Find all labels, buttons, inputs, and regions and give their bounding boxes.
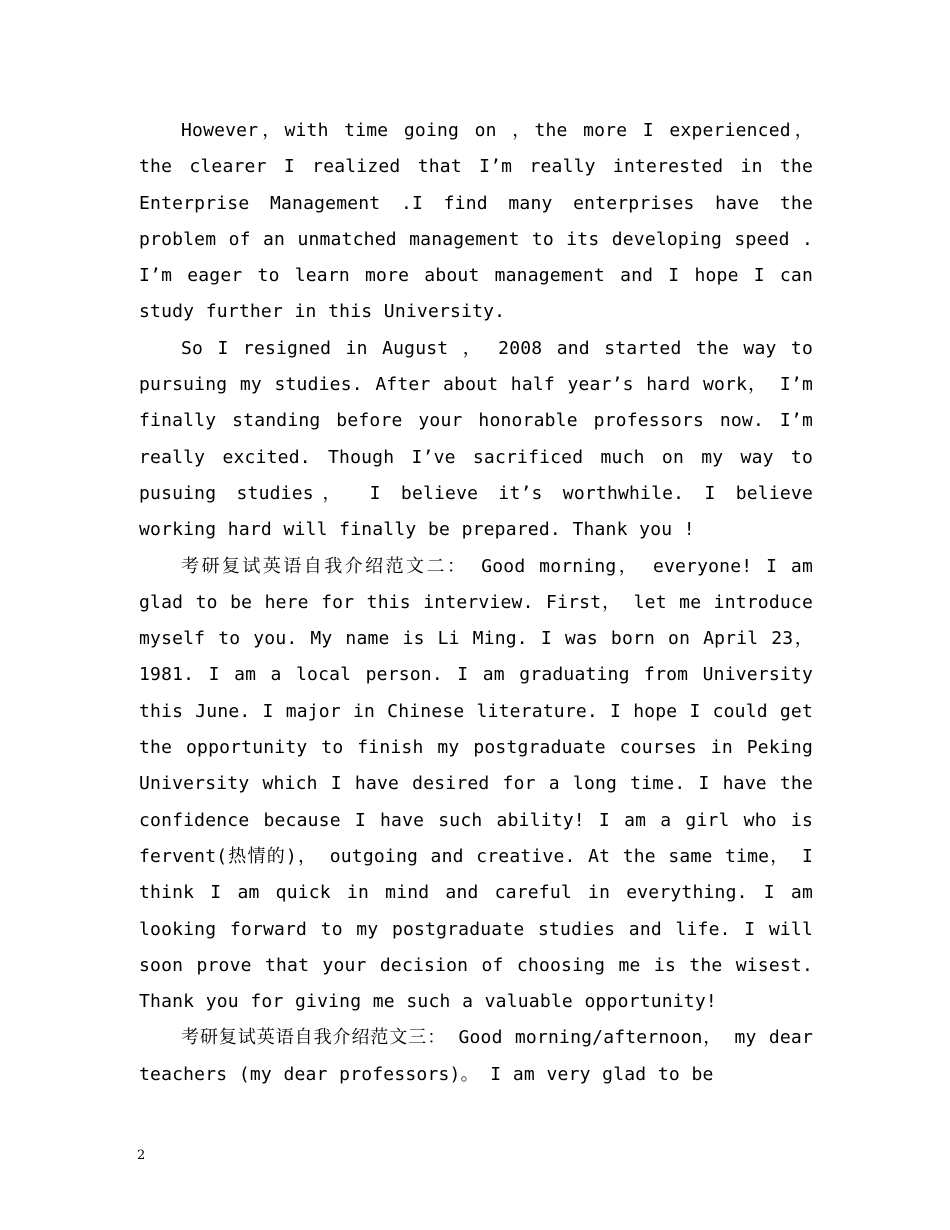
paragraph-3: 考研复试英语自我介绍范文二： Good morning， everyone! I am glad to be here for this interview. First， let me introduce myself to you. My name is Li Ming. I was born on April 23， 1981. I am a local person. I am graduating from University this June. I major in Chinese literature. I hope I could get the opportunity to finish my postgraduate courses in Peking University which I have desired for a long time. I have the confidence because I have such ability! I am a girl who is fervent(热情的)， outgoing and creative. At the same time， I think I am quick in mind and careful in everything. I am looking forward to my postgraduate studies and life. I will soon prove that your decision of choosing me is the wisest. Thank you for giving me such a valuable opportunity! <box>139 555 813 1013</box>
paragraph-4: 考研复试英语自我介绍范文三： Good morning/afternoon， my dear teachers (my dear professors)。 I am very glad to be <box>139 1027 813 1085</box>
paragraph-1: However，with time going on ，the more I experienced， the clearer I realized that I’m really interested in the Enterprise Management .I find many enterprises have the problem of an unmatched management to its developing speed . I’m eager to learn more about management and I hope I can study further in this University. <box>139 120 813 323</box>
page-number: 2 <box>137 1148 146 1163</box>
paragraph-2: So I resigned in August ， 2008 and started the way to pursuing my studies. After about half year’s hard work， I’m finally standing before your honorable professors now. I’m really excited. Though I’ve sacrificed much on my way to pusuing studies， I believe it’s worthwhile. I believe working hard will finally be prepared. Thank you ! <box>139 337 813 541</box>
document-body <box>139 113 813 1093</box>
